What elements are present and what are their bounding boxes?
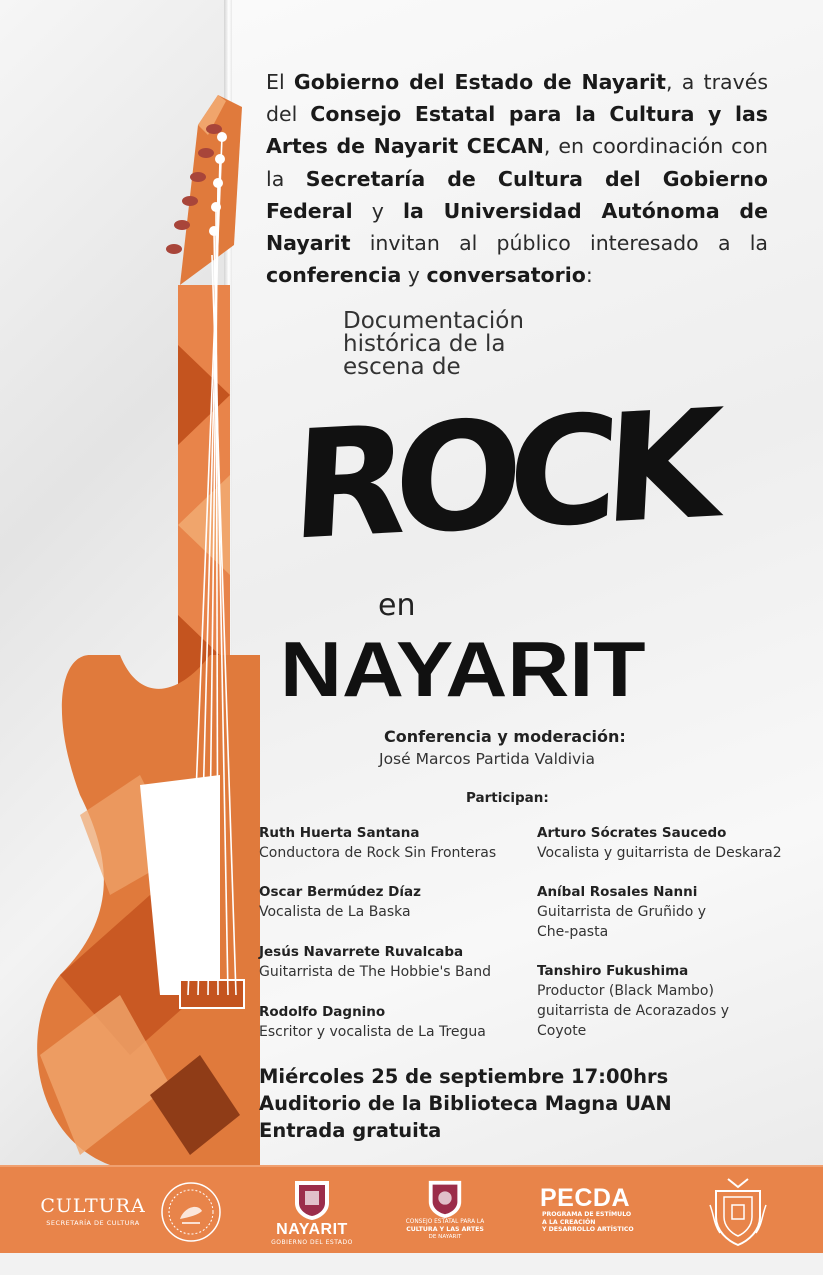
doc-title-line-3: escena de	[343, 354, 461, 380]
participant	[259, 1003, 549, 1042]
cultura-logo-text: CULTURA	[40, 1195, 146, 1217]
pecda-logo-line-1: PROGRAMA DE ESTÍMULO	[542, 1211, 632, 1218]
event-date: Miércoles 25 de septiembre 17:00hrs	[259, 1065, 669, 1088]
pecda-logo-line-3: Y DESARROLLO ARTÍSTICO	[542, 1226, 634, 1233]
event-details	[259, 1063, 672, 1144]
participant-name: Arturo Sócrates Saucedo	[537, 825, 727, 841]
rock-headline: ROCK	[287, 378, 713, 574]
state-coat-of-arms-icon	[706, 1175, 770, 1247]
footer-bottom-strip	[0, 1253, 823, 1275]
intro-bold-gobierno: Gobierno del Estado de Nayarit	[293, 70, 666, 94]
consejo-logo-line-3: DE NAYARIT	[428, 1234, 462, 1240]
participant-name: Jesús Navarrete Ruvalcaba	[259, 944, 464, 960]
participant-name: Tanshiro Fukushima	[537, 963, 689, 979]
participant	[259, 883, 549, 922]
participant-role: Escritor y vocalista de La Tregua	[259, 1024, 486, 1040]
pecda-logo	[540, 1185, 660, 1234]
moderation-label: Conferencia y moderación:	[384, 727, 626, 746]
participant	[537, 883, 823, 942]
pecda-logo-line-2: A LA CREACIÓN	[542, 1218, 596, 1226]
consejo-logo-line-2: CULTURA Y LAS ARTES	[406, 1226, 484, 1233]
participant-role: Guitarrista de Gruñido y Che-pasta	[537, 904, 707, 940]
participant-name: Ruth Huerta Santana	[259, 825, 420, 841]
event-venue: Auditorio de la Biblioteca Magna UAN	[259, 1092, 672, 1115]
nayarit-logo-text: NAYARIT	[276, 1221, 348, 1238]
intro-bold-conferencia: conferencia	[266, 263, 402, 288]
consejo-logo	[405, 1177, 485, 1241]
intro-paragraph: El Gobierno del Estado de Nayarit, a través del Consejo Estatal para la Cultura y las Artes de Nayarit CECAN, en coordinación con la Secretaría de Cultura del Gobierno Federal y la Universidad Autónoma de Nayarit invitan al público interesado a la conferencia y conversatorio:	[266, 70, 769, 288]
nayarit-headline: NAYARIT	[280, 625, 646, 713]
participant-name: Rodolfo Dagnino	[259, 1004, 386, 1020]
participant-name: Aníbal Rosales Nanni	[537, 884, 698, 900]
event-entry: Entrada gratuita	[259, 1119, 442, 1142]
pecda-logo-text: PECDA	[540, 1184, 631, 1212]
en-word: en	[378, 588, 416, 623]
nayarit-logo-subtext: GOBIERNO DEL ESTADO	[271, 1239, 353, 1246]
doc-title-line-2: histórica de la	[343, 331, 506, 357]
cultura-logo-subtext: SECRETARÍA DE CULTURA	[46, 1219, 140, 1227]
participant-role: Vocalista de La Baska	[259, 904, 411, 920]
mexico-seal-icon	[160, 1181, 222, 1243]
moderator-name: José Marcos Partida Valdivia	[379, 750, 596, 768]
doc-title-line-1: Documentación	[343, 308, 524, 334]
nayarit-government-logo	[270, 1177, 354, 1246]
participant	[537, 962, 823, 1041]
participant-role: Vocalista y guitarrista de Deskara2	[537, 845, 782, 861]
intro-bold-secretaria: Secretaría de Cultura del Gobierno Federal	[266, 166, 768, 223]
participant	[259, 943, 549, 982]
participant-role: Guitarrista de The Hobbie's Band	[259, 964, 491, 980]
participant	[259, 824, 549, 863]
consejo-logo-line-1: CONSEJO ESTATAL PARA LA	[405, 1219, 485, 1225]
nayarit-shield-icon	[291, 1177, 333, 1221]
guitar-illustration	[20, 95, 260, 1170]
cultura-logo	[38, 1195, 148, 1227]
consejo-shield-icon	[425, 1177, 465, 1219]
intro-bold-conversatorio: conversatorio	[426, 263, 586, 288]
sponsor-footer	[0, 1165, 823, 1255]
intro-bold-universidad: la Universidad Autónoma de Nayarit	[266, 198, 768, 256]
participant-role: Productor (Black Mambo) guitarrista de Acorazados y Coyote	[537, 983, 729, 1039]
participant-name: Oscar Bermúdez Díaz	[259, 884, 421, 900]
participants-label: Participan:	[466, 790, 549, 806]
participant-role: Conductora de Rock Sin Fronteras	[259, 845, 497, 861]
intro-bold-consejo: Consejo Estatal para la Cultura y las Artes de Nayarit CECAN	[266, 102, 769, 159]
participant	[537, 824, 823, 863]
